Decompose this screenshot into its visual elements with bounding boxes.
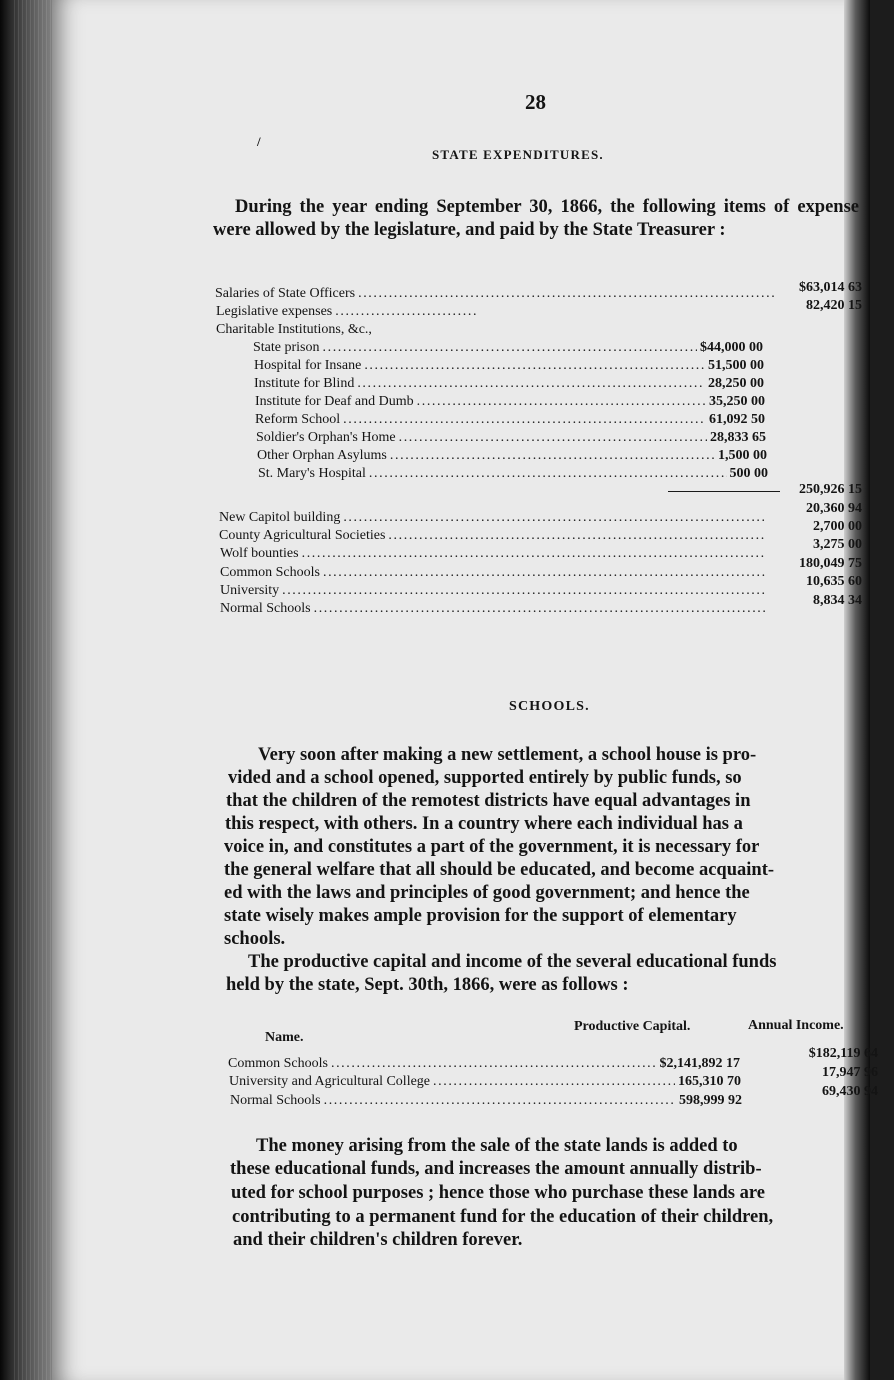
- fund-capital: $2,141,892 17: [659, 1056, 740, 1071]
- leader-dots: [358, 285, 777, 303]
- leader-dots: [282, 582, 767, 600]
- expense-row: [216, 303, 480, 321]
- expenditures-intro: During the year ending September 30, 1866, the following items of expense were allowed by the legislature, and paid by the State Treasurer :: [213, 197, 859, 240]
- expense-amount: 82,420 15: [806, 298, 862, 313]
- schools-line: schools.: [224, 929, 286, 949]
- leader-dots: [343, 411, 706, 429]
- leader-dots: [388, 527, 764, 545]
- leader-dots: [417, 393, 706, 411]
- fund-name: University and Agricultural College: [229, 1074, 431, 1089]
- leader-dots: [323, 564, 767, 582]
- expense-label: New Capitol building: [219, 510, 341, 525]
- expense-amount: 180,049 75: [799, 556, 862, 571]
- expense-amount: 10,635 60: [806, 574, 862, 589]
- fund-capital: 598,999 92: [679, 1093, 742, 1108]
- expense-label: Normal Schools: [220, 601, 311, 616]
- leader-dots: [364, 357, 705, 375]
- charitable-amount: 35,250 00: [709, 394, 765, 409]
- expense-row: [216, 321, 372, 339]
- charitable-label: Reform School: [255, 412, 341, 427]
- charitable-label: Other Orphan Asylums: [257, 448, 387, 463]
- schools-line: vided and a school opened, supported entirely by public funds, so: [228, 768, 742, 788]
- charitable-amount: 1,500 00: [718, 448, 767, 463]
- leader-dots: [323, 339, 698, 357]
- expense-amount: 3,275 00: [813, 537, 862, 552]
- leader-dots: [335, 303, 477, 321]
- expense-label: Common Schools: [220, 565, 320, 580]
- expense-amount: 20,360 94: [806, 501, 862, 516]
- charitable-row: [257, 447, 767, 465]
- charitable-label: St. Mary's Hospital: [258, 466, 366, 481]
- charitable-amount: 500 00: [729, 466, 768, 481]
- expense-row: [219, 527, 767, 545]
- funds-col-name: Name.: [265, 1030, 304, 1045]
- expenditures-heading: STATE EXPENDITURES.: [432, 147, 604, 162]
- fund-row: [228, 1055, 740, 1073]
- expense-row: [215, 285, 780, 303]
- charitable-amount: 28,833 65: [710, 430, 766, 445]
- charitable-amount: 51,500 00: [708, 358, 764, 373]
- expense-amount: $63,014 63: [799, 280, 862, 295]
- fund-row: [229, 1073, 741, 1091]
- subtotal-rule: [668, 491, 780, 492]
- fund-income: $182,119 64: [808, 1046, 878, 1061]
- land-sale-line: contributing to a permanent fund for the education of their children,: [232, 1207, 774, 1227]
- funds-intro-line: The productive capital and income of the several educational funds: [248, 952, 777, 972]
- land-sale-line: these educational funds, and increases the amount annually distrib-: [230, 1159, 762, 1179]
- charitable-row: [255, 411, 765, 429]
- charitable-row: [254, 375, 764, 393]
- leader-dots: [369, 465, 727, 483]
- expense-row: [220, 545, 768, 563]
- expense-label: County Agricultural Societies: [219, 528, 386, 543]
- leader-dots: [314, 600, 767, 618]
- leader-dots: [433, 1073, 675, 1091]
- expense-row: [220, 582, 770, 600]
- fund-income: 17,947 96: [822, 1065, 878, 1080]
- leader-dots: [331, 1055, 657, 1073]
- charitable-row: [258, 465, 768, 483]
- charitable-total: 250,926 15: [799, 482, 862, 497]
- charitable-row: [253, 339, 763, 357]
- charitable-label: Hospital for Insane: [254, 358, 362, 373]
- charitable-label: Institute for Blind: [254, 376, 355, 391]
- expense-row: [220, 600, 770, 618]
- expense-label: Salaries of State Officers: [215, 286, 356, 301]
- fund-name: Normal Schools: [230, 1093, 321, 1108]
- schools-line: ed with the laws and principles of good government; and hence the: [224, 883, 750, 903]
- schools-line: voice in, and constitutes a part of the government, it is necessary for: [224, 837, 760, 857]
- schools-line: state wisely makes ample provision for the support of elementary: [224, 906, 737, 926]
- fund-capital: 165,310 70: [678, 1074, 741, 1089]
- charitable-row: [254, 357, 764, 375]
- expense-amount: 8,834 34: [813, 593, 862, 608]
- expense-row: [219, 509, 767, 527]
- charitable-amount: 61,092 50: [709, 412, 765, 427]
- schools-line: this respect, with others. In a country where each individual has a: [225, 814, 743, 834]
- expense-label: Legislative expenses: [216, 304, 333, 319]
- fund-name: Common Schools: [228, 1056, 328, 1071]
- charitable-amount: 28,250 00: [708, 376, 764, 391]
- funds-intro-line: held by the state, Sept. 30th, 1866, were as follows :: [226, 975, 629, 995]
- expense-label: University: [220, 583, 280, 598]
- charitable-row: [255, 393, 765, 411]
- page-number: 28: [525, 90, 546, 114]
- expense-label: Wolf bounties: [220, 546, 299, 561]
- fund-income: 69,430 94: [822, 1084, 878, 1099]
- leader-dots: [357, 375, 705, 393]
- charitable-row: [256, 429, 766, 447]
- schools-line: the general welfare that all should be educated, and become acquaint-: [224, 860, 775, 880]
- funds-col-income: Annual Income.: [748, 1018, 844, 1033]
- land-sale-line: uted for school purposes ; hence those who purchase these lands are: [231, 1183, 765, 1203]
- leader-dots: [302, 545, 765, 563]
- expense-label: Charitable Institutions, &c.,: [216, 322, 372, 337]
- schools-heading: SCHOOLS.: [509, 699, 590, 714]
- leader-dots: [324, 1092, 676, 1110]
- funds-col-capital: Productive Capital.: [574, 1019, 691, 1034]
- land-sale-line: and their children's children forever.: [233, 1230, 523, 1250]
- leader-dots: [343, 509, 764, 527]
- expense-row: [220, 564, 770, 582]
- leader-dots: [390, 447, 715, 465]
- land-sale-line: The money arising from the sale of the state lands is added to: [256, 1136, 738, 1156]
- stray-mark: /: [257, 134, 261, 149]
- leader-dots: [399, 429, 707, 447]
- schools-line: Very soon after making a new settlement, a school house is pro-: [258, 745, 757, 765]
- charitable-label: Soldier's Orphan's Home: [256, 430, 396, 445]
- charitable-amount: $44,000 00: [700, 340, 763, 355]
- expense-amount: 2,700 00: [813, 519, 862, 534]
- fund-row: [230, 1092, 742, 1110]
- schools-line: that the children of the remotest districts have equal advantages in: [226, 791, 751, 811]
- book-spine: [0, 0, 58, 1380]
- charitable-label: State prison: [253, 340, 320, 355]
- page-stack-edges: [14, 0, 54, 1380]
- charitable-label: Institute for Deaf and Dumb: [255, 394, 414, 409]
